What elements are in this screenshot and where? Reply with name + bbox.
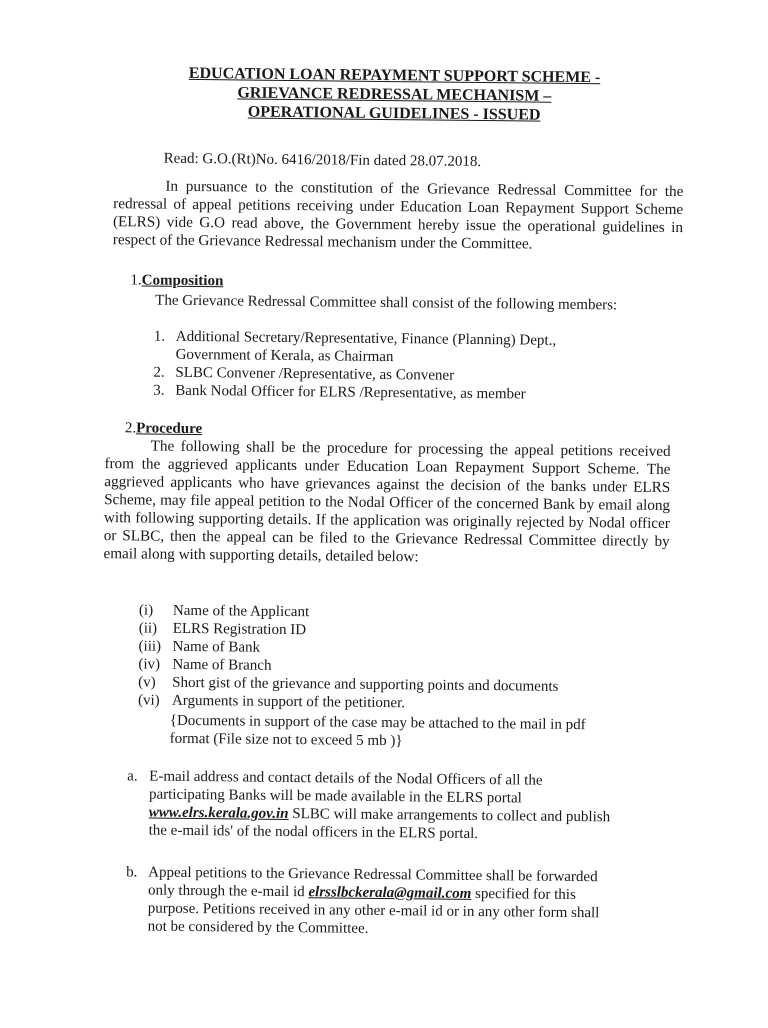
details-list bbox=[138, 601, 559, 713]
point-a bbox=[127, 767, 611, 844]
point-a-line-4: the e-mail ids' of the nodal officers in the ELRS portal. bbox=[148, 822, 479, 843]
point-b-line-4: not be considered by the Committee. bbox=[147, 918, 369, 937]
composition-heading bbox=[130, 271, 223, 290]
detail-item: (ii) ELRS Registration ID bbox=[138, 620, 307, 639]
member-item: 3. Bank Nodal Officer for ELRS /Representative, as member bbox=[153, 382, 526, 403]
procedure-heading bbox=[125, 419, 203, 438]
point-b-line-1: Appeal petitions to the Grievance Redressal Committee shall be forwarded bbox=[148, 864, 598, 886]
point-a-line-3: SLBC will make arrangements to collect and publish bbox=[288, 806, 611, 826]
point-a-label: a. bbox=[127, 768, 138, 785]
title-line-2: GRIEVANCE REDRESSAL MECHANISM – bbox=[237, 84, 552, 105]
composition-number: 1. bbox=[130, 272, 142, 289]
composition-title: Composition bbox=[141, 272, 224, 290]
composition-lead: The Grievance Redressal Committee shall consist of the following members: bbox=[155, 292, 618, 314]
procedure-title: Procedure bbox=[136, 420, 203, 438]
member-item: 2. SLBC Convener /Representative, as Convener bbox=[153, 364, 455, 384]
point-b-label: b. bbox=[126, 864, 138, 881]
detail-item: (iv) Name of Branch bbox=[138, 656, 272, 674]
point-b-line-2-pre: only through the e-mail id bbox=[147, 882, 309, 901]
detail-item: (iii) Name of Bank bbox=[138, 638, 261, 656]
point-b bbox=[126, 863, 600, 940]
procedure-paragraph bbox=[103, 437, 670, 569]
title-line-3: OPERATIONAL GUIDELINES - ISSUED bbox=[247, 103, 541, 124]
members-list bbox=[153, 328, 556, 404]
elrs-portal-link[interactable]: www.elrs.kerala.gov.in bbox=[148, 804, 289, 823]
grievance-email-link[interactable]: elrsslbckerala@gmail.com bbox=[308, 884, 472, 902]
point-b-line-2-post: specified for this bbox=[471, 885, 576, 904]
document-title bbox=[104, 63, 685, 126]
point-b-line-3: purpose. Petitions received in any other e-mail id or in any other form shall bbox=[147, 900, 600, 922]
detail-item: (i) Name of the Applicant bbox=[138, 602, 310, 621]
detail-item: (vi) Arguments in support of the petitioner. bbox=[137, 692, 406, 712]
detail-item: (v) Short gist of the grievance and supporting points and documents bbox=[138, 674, 559, 695]
procedure-number: 2. bbox=[124, 420, 137, 437]
point-a-line-2: participating Banks will be made available in the ELRS portal bbox=[148, 786, 522, 807]
member-item: 1. Additional Secretary/Representative, Finance (Planning) Dept., bbox=[153, 328, 557, 349]
intro-paragraph bbox=[113, 177, 684, 255]
point-a-line-1: E-mail address and contact details of the Nodal Officers of all the bbox=[149, 768, 543, 789]
reference-line: Read: G.O.(Rt)No. 6416/2018/Fin dated 28.07.2018. bbox=[163, 150, 482, 170]
title-line-1: EDUCATION LOAN REPAYMENT SUPPORT SCHEME - bbox=[188, 64, 601, 87]
member-item-continued: Government of Kerala, as Chairman bbox=[175, 346, 394, 366]
attachment-note-line-1: {Documents in support of the case may be attached to the mail in pdf bbox=[169, 712, 586, 734]
intro-text: In pursuance to the constitution of the Grievance Redressal Committee for the redressal of appeal petitions receiving under Education Loan Repayment Support Scheme (ELRS) vide G.O read above, the Government hereby issue the operational guidelines in respect of the Grievance Redressal mechanism under the Committee. bbox=[112, 177, 684, 253]
procedure-text: The following shall be the procedure for processing the appeal petitions received from the aggrieved applicants under Education Loan Repayment Support Scheme. The aggrieved applicants who have grievances against the decision of the banks under ELRS Scheme, may file appeal petition to the Nodal Officer of the concerned Bank by email along with following supporting details. If the application was originally rejected by Nodal officer or SLBC, then the appeal can be filed to the Grievance Redressal Committee directly by email along with supporting details, detailed below: bbox=[103, 437, 671, 566]
attachment-note-line-2: format (File size not to exceed 5 mb )} bbox=[169, 730, 403, 750]
